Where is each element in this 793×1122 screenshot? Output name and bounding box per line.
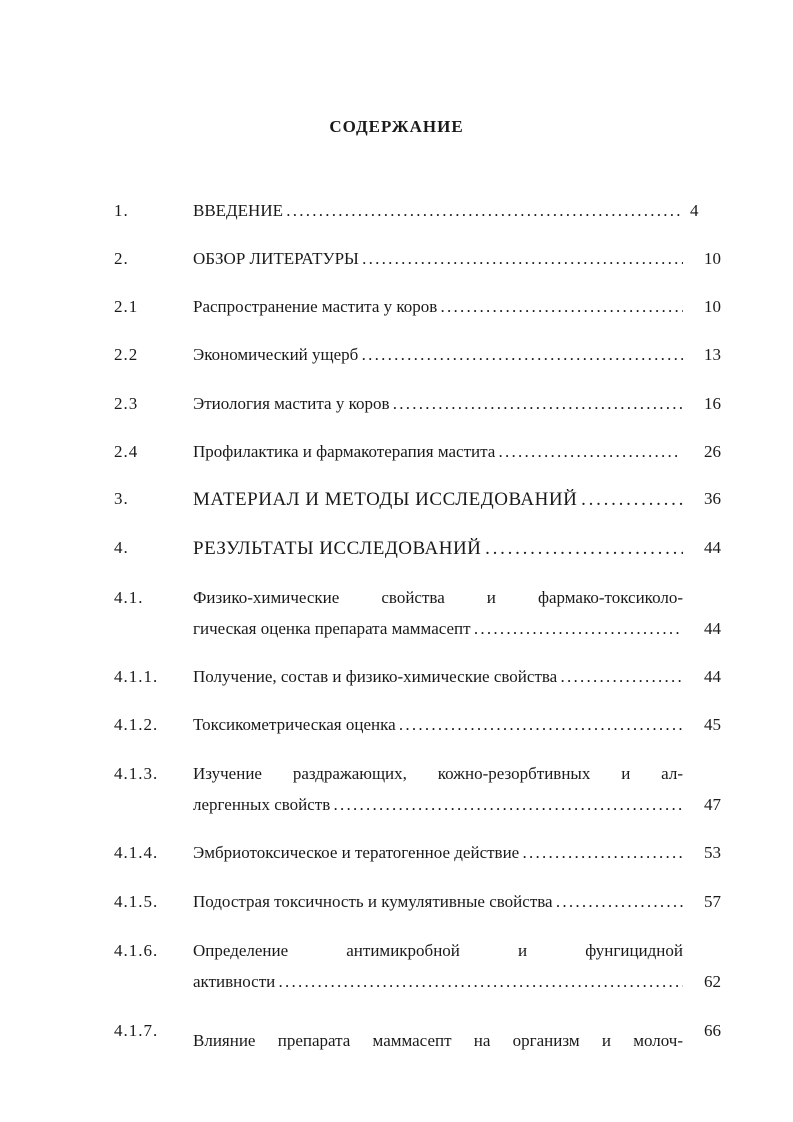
toc-number: 2.3 (114, 394, 139, 413)
toc-number: 4.1.4. (114, 843, 159, 862)
toc-title: Токсикометрическая оценка . . . (193, 715, 683, 735)
toc-number: 4.1.1. (114, 667, 159, 686)
toc-page: 16 (704, 394, 721, 413)
toc-number: 4.1.7. (114, 1021, 159, 1040)
toc-title: Подострая токсичность и кумулятивные свойства . . . (193, 892, 683, 912)
toc-page: 66 (704, 1021, 721, 1040)
toc-number: 3. (114, 489, 129, 508)
toc-title-line: лергенных свойств . . . (193, 795, 683, 815)
toc-page: 26 (704, 442, 721, 461)
toc-page: 10 (704, 249, 721, 268)
page-title: СОДЕРЖАНИЕ (329, 117, 464, 136)
toc-title: ВВЕДЕНИЕ . . . (193, 201, 683, 221)
toc-title-line: Определение антимикробной и фунгицидной (193, 941, 683, 960)
toc-number: 4.1. (114, 588, 144, 607)
toc-page: 53 (704, 843, 721, 862)
toc-number: 2.1 (114, 297, 139, 316)
toc-number: 2.4 (114, 442, 139, 461)
toc-number: 4. (114, 538, 129, 557)
toc-title: Экономический ущерб . . . (193, 345, 683, 365)
toc-number: 4.1.5. (114, 892, 159, 911)
toc-title: РЕЗУЛЬТАТЫ ИССЛЕДОВАНИЙ . . . (193, 538, 683, 560)
toc-number: 1. (114, 201, 129, 220)
toc-number: 4.1.6. (114, 941, 159, 960)
toc-title-line: Физико-химические свойства и фармако-токсиколо- (193, 588, 683, 607)
toc-page: 62 (704, 972, 721, 991)
toc-page: 47 (704, 795, 721, 814)
toc-page: 4 (690, 201, 699, 220)
toc-page: 45 (704, 715, 721, 734)
toc-page: 10 (704, 297, 721, 316)
toc-page: 44 (704, 538, 721, 557)
toc-page: 44 (704, 619, 721, 638)
toc-title: Эмбриотоксическое и тератогенное действие . . . (193, 843, 683, 863)
toc-number: 2. (114, 249, 129, 268)
toc-number: 4.1.3. (114, 764, 159, 783)
toc-title: Профилактика и фармакотерапия мастита . . . (193, 442, 678, 462)
toc-number: 2.2 (114, 345, 139, 364)
toc-page: 13 (704, 345, 721, 364)
toc-title: Распространение мастита у коров . . . (193, 297, 683, 317)
toc-title: МАТЕРИАЛ И МЕТОДЫ ИССЛЕДОВАНИЙ . . . (193, 489, 683, 511)
toc-page: 36 (704, 489, 721, 508)
toc-title: ОБЗОР ЛИТЕРАТУРЫ . . . (193, 249, 683, 269)
toc-title-line: гическая оценка препарата маммасепт . . . (193, 619, 683, 639)
toc-title: Получение, состав и физико-химические свойства . . . (193, 667, 683, 687)
toc-number: 4.1.2. (114, 715, 159, 734)
toc-title-line: Изучение раздражающих, кожно-резорбтивных и ал- (193, 764, 683, 783)
toc-title: Этиология мастита у коров . . . (193, 394, 683, 414)
toc-page: 57 (704, 892, 721, 911)
toc-title-line: активности . . . (193, 972, 683, 992)
toc-page: 44 (704, 667, 721, 686)
toc-title-line: Влияние препарата маммасепт на организм и молоч- (193, 1031, 683, 1050)
